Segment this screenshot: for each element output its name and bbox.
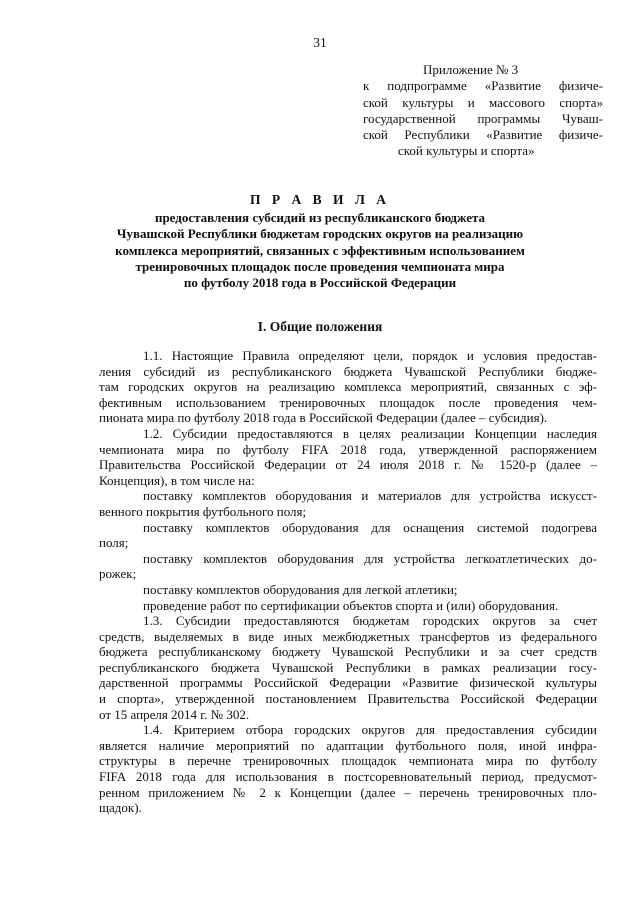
text-line: там городских округов на реализацию комплекса мероприятий, связанных с эф-	[99, 379, 597, 395]
text-line: 1.4. Критерием отбора городских округов для предоставления субсидии	[143, 722, 597, 738]
appendix-line: ской Республики «Развитие физиче-	[363, 127, 603, 143]
text-line: республиканского бюджета Чувашской Республики в рамках реализации госу-	[99, 659, 597, 675]
document-title	[100, 192, 540, 291]
text-line: венного покрытия футбольного поля;	[99, 503, 307, 519]
appendix-line: к подпрограмме «Развитие физиче-	[363, 78, 603, 94]
title-line: тренировочных площадок после проведения чемпионата мира	[135, 258, 505, 274]
appendix-line: ской культуры и спорта»	[398, 143, 535, 159]
title-line: предоставления субсидий из республиканского бюджета	[154, 210, 486, 226]
appendix-block	[363, 62, 603, 160]
title-line: Чувашской Республики бюджетам городских округов на реализацию	[116, 226, 524, 242]
text-line: поставку комплектов оборудования и материалов для устройства искусст-	[143, 488, 597, 504]
title-line: по футболу 2018 года в Российской Федерации	[183, 275, 457, 291]
appendix-line: государственной программы Чуваш-	[363, 110, 603, 126]
text-line: дарственной программы Российской Федерации «Развитие физической культуры	[99, 675, 597, 691]
text-line: чемпионата мира по футболу FIFA 2018 года, утвержденной распоряжением	[99, 441, 597, 457]
text-line: щадок).	[99, 800, 142, 816]
text-line: и спорта», утвержденной постановлением Правительства Российской Федерации	[99, 691, 597, 707]
text-line: поставку комплектов оборудования для устройства легкоатлетических до-	[143, 550, 597, 566]
text-line: поля;	[99, 535, 129, 551]
text-line: структуры в перечне тренировочных площадок чемпионата мира по футболу	[99, 753, 597, 769]
title-heading: П Р А В И Л А	[249, 192, 391, 207]
text-line: от 15 апреля 2014 г. № 302.	[99, 706, 250, 722]
text-line: 1.3. Субсидии предоставляются бюджетам городских округов за счет	[143, 613, 597, 629]
text-line: 1.2. Субсидии предоставляются в целях реализации Концепции наследия	[143, 425, 597, 441]
text-line: Правительства Российской Федерации от 24 июля 2018 г. № 1520-р (далее –	[99, 457, 597, 473]
body-text	[99, 348, 597, 816]
title-line: комплекса мероприятий, связанных с эффективным использованием	[115, 242, 525, 258]
text-line: Концепция), в том числе на:	[99, 472, 255, 488]
text-line: поставку комплектов оборудования для легкой атлетики;	[143, 581, 458, 597]
text-line: фективным использованием тренировочных площадок после проведения чем-	[99, 394, 597, 410]
text-line: проведение работ по сертификации объектов спорта и (или) оборудования.	[143, 597, 559, 613]
text-line: пионата мира по футболу 2018 года в Российской Федерации (далее – субсидия).	[99, 410, 548, 426]
page-number: 31	[313, 35, 327, 50]
text-line: ренном приложением № 2 к Концепции (далее – перечень тренировочных пло-	[99, 784, 597, 800]
text-line: бюджета республиканскому бюджету Чувашской Республики и за счет средств	[99, 644, 597, 660]
appendix-line: Приложение № 3	[423, 62, 519, 77]
text-line: является наличие мероприятий по адаптации футбольного поля, иной инфра-	[99, 737, 597, 753]
text-line: поставку комплектов оборудования для оснащения системой подогрева	[143, 519, 597, 535]
text-line: 1.1. Настоящие Правила определяют цели, порядок и условия предостав-	[143, 348, 597, 363]
text-line: FIFA 2018 года для использования в постсоревновательный период, предусмот-	[99, 769, 597, 785]
appendix-line: ской культуры и массового спорта»	[363, 94, 603, 110]
section-title: I. Общие положения	[257, 319, 383, 334]
text-line: ления субсидий из республиканского бюджета Чувашской Республики бюдже-	[99, 363, 597, 379]
text-line: рожек;	[99, 566, 137, 582]
text-line: средств, выделяемых в виде иных межбюджетных трансфертов из федерального	[99, 628, 597, 644]
